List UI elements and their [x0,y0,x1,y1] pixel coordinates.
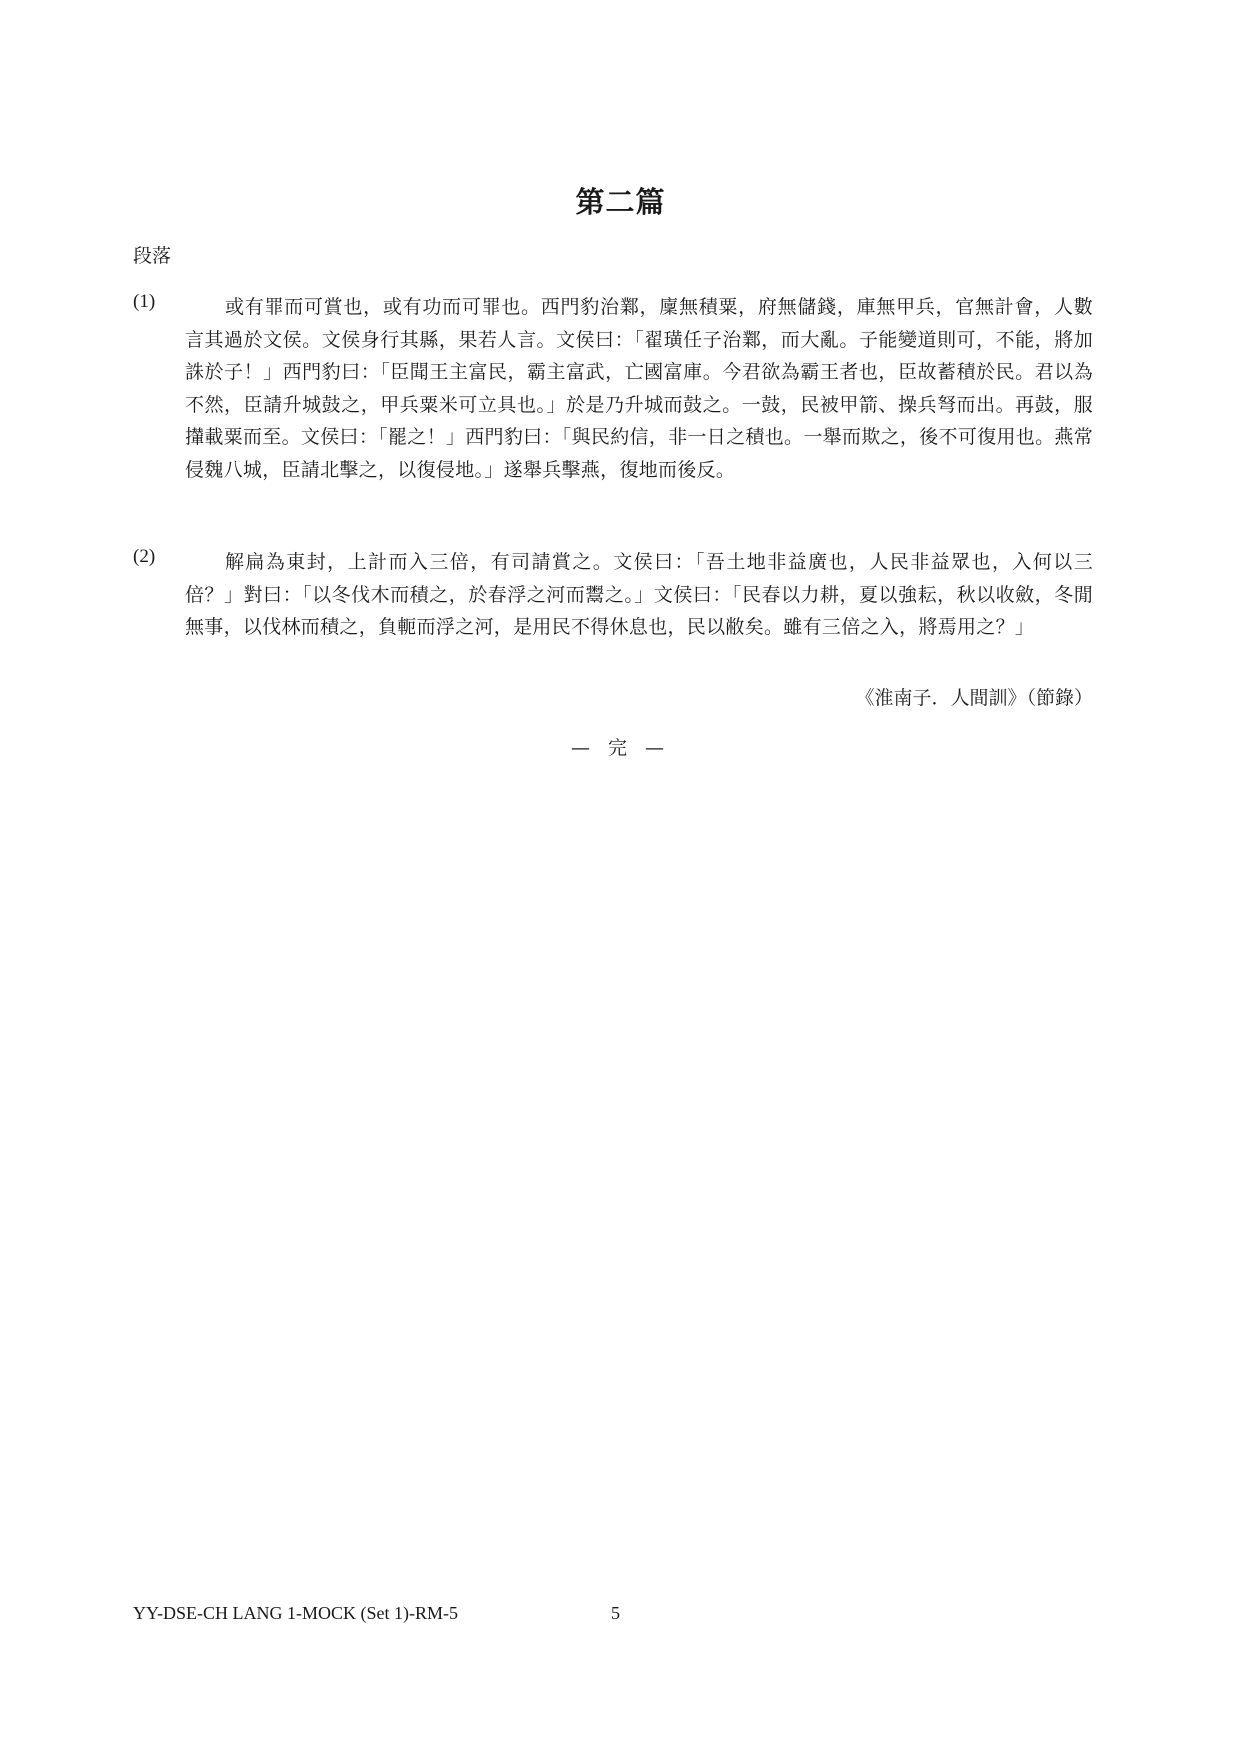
paragraph-2 [133,546,1093,644]
footer-page-number: 5 [611,1603,620,1623]
paragraph-1 [133,291,1093,486]
paragraph-number: (2) [133,546,156,567]
paragraph-text: 解扁為東封，上計而入三倍，有司請賞之。文侯曰：「吾土地非益廣也，人民非益眾也，入何以三倍？」對曰：「以冬伐木而積之，於春浮之河而鬻之。」文侯曰：「民春以力耕，夏以強耘，秋以收斂，冬閒無事，以伐林而積之，負軛而浮之河，是用民不得休息也，民以敝矣。雖有三倍之入，將焉用之？」 [185,551,1093,638]
page-title: 第二篇 [575,185,666,219]
paragraph-number: (1) [133,291,156,312]
section-label: 段落 [133,245,172,267]
end-mark: — 完 — [570,737,671,759]
footer-paper-code: YY-DSE-CH LANG 1-MOCK (Set 1)-RM-5 [133,1603,458,1623]
source-citation: 《淮南子．人間訓》（節錄） [855,687,1093,709]
paragraph-text: 或有罪而可賞也，或有功而可罪也。西門豹治鄴，廩無積粟，府無儲錢，庫無甲兵，官無計會，人數言其過於文侯。文侯身行其縣，果若人言。文侯曰：「翟璜任子治鄴，而大亂。子能變道則可，不能，將加誅於子！」西門豹曰：「臣聞王主富民，霸主富武，亡國富庫。今君欲為霸王者也，臣故蓄積於民。君以為不然，臣請升城鼓之，甲兵粟米可立具也。」於是乃升城而鼓之。一鼓，民被甲箭、操兵弩而出。再鼓，服攆載粟而至。文侯曰：「罷之！」西門豹曰：「與民約信，非一日之積也。一舉而欺之，後不可復用也。燕常侵魏八城，臣請北擊之，以復侵地。」遂舉兵擊燕，復地而後反。 [185,296,1093,481]
